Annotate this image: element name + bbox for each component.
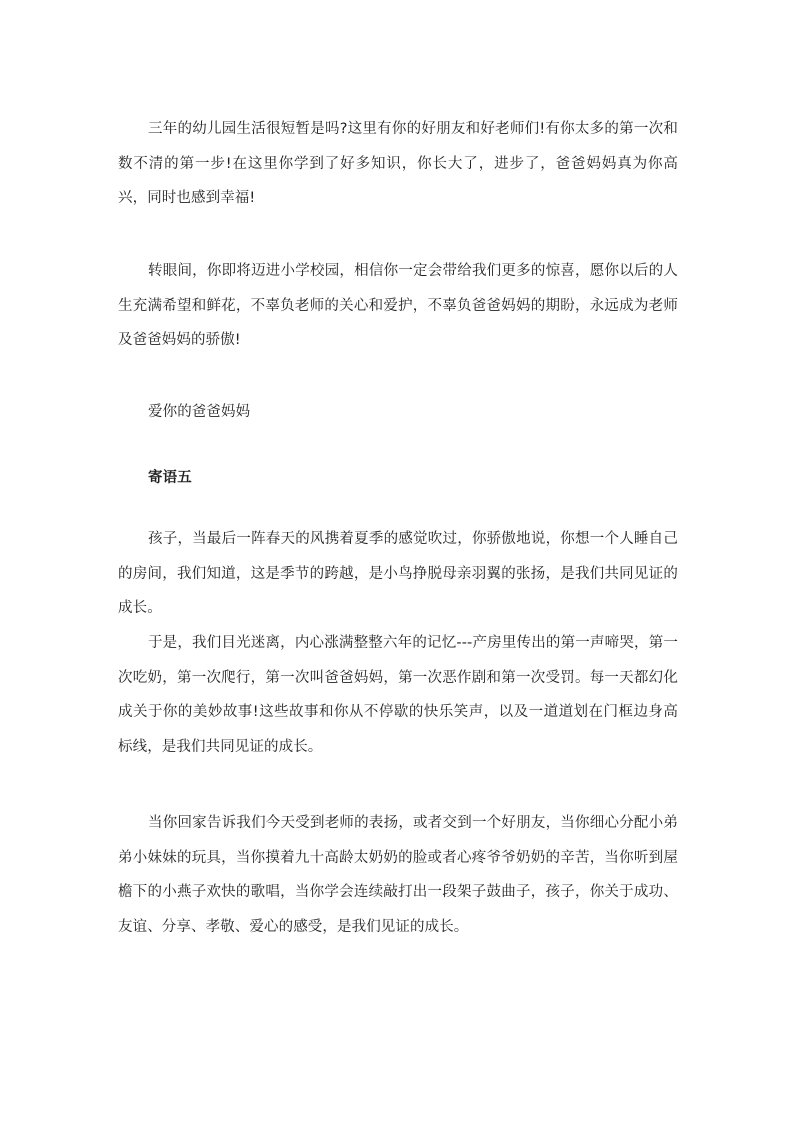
signature-line: 爱你的爸爸妈妈 bbox=[148, 404, 251, 420]
paragraph-primary-school-wishes: 转眼间，你即将迈进小学校园，相信你一定会带给我们更多的惊喜，愿你以后的人生充满希望和鲜花，不辜负老师的关心和爱护，不辜负爸爸妈妈的期盼，永远成为老师及爸爸妈妈的骄傲! bbox=[118, 263, 678, 348]
section-heading: 寄语五 bbox=[148, 470, 192, 486]
paragraph-growth-moments: 当你回家告诉我们今天受到老师的表扬，或者交到一个好朋友，当你细心分配小弟弟小妹妹的玩具，当你摸着九十高龄太奶奶的脸或者心疼爷爷奶奶的辛苦，当你听到屋檐下的小燕子欢快的歌唱，当你学会连续敲打出一段架子鼓曲子，孩子，你关于成功、友谊、分享、孝敬、爱心的感受，是我们见证的成长。 bbox=[118, 815, 678, 935]
paragraph-sleeping-alone: 孩子，当最后一阵春天的风携着夏季的感觉吹过，你骄傲地说，你想一个人睡自己的房间，我们知道，这是季节的跨越，是小鸟挣脱母亲羽翼的张扬，是我们共同见证的成长。 bbox=[118, 531, 678, 616]
paragraph-six-years-memories: 于是，我们目光迷离，内心涨满整整六年的记忆---产房里传出的第一声啼哭，第一次吃奶，第一次爬行，第一次叫爸爸妈妈，第一次恶作剧和第一次受罚。每一天都幻化成关于你的美妙故事!这些故事和你从不停歇的快乐笑声，以及一道道划在门框边身高标线，是我们共同见证的成长。 bbox=[118, 635, 678, 755]
paragraph-kindergarten-life: 三年的幼儿园生活很短暂是吗?这里有你的好朋友和好老师们!有你太多的第一次和数不清的第一步!在这里你学到了好多知识，你长大了，进步了，爸爸妈妈真为你高兴，同时也感到幸福! bbox=[118, 121, 678, 206]
